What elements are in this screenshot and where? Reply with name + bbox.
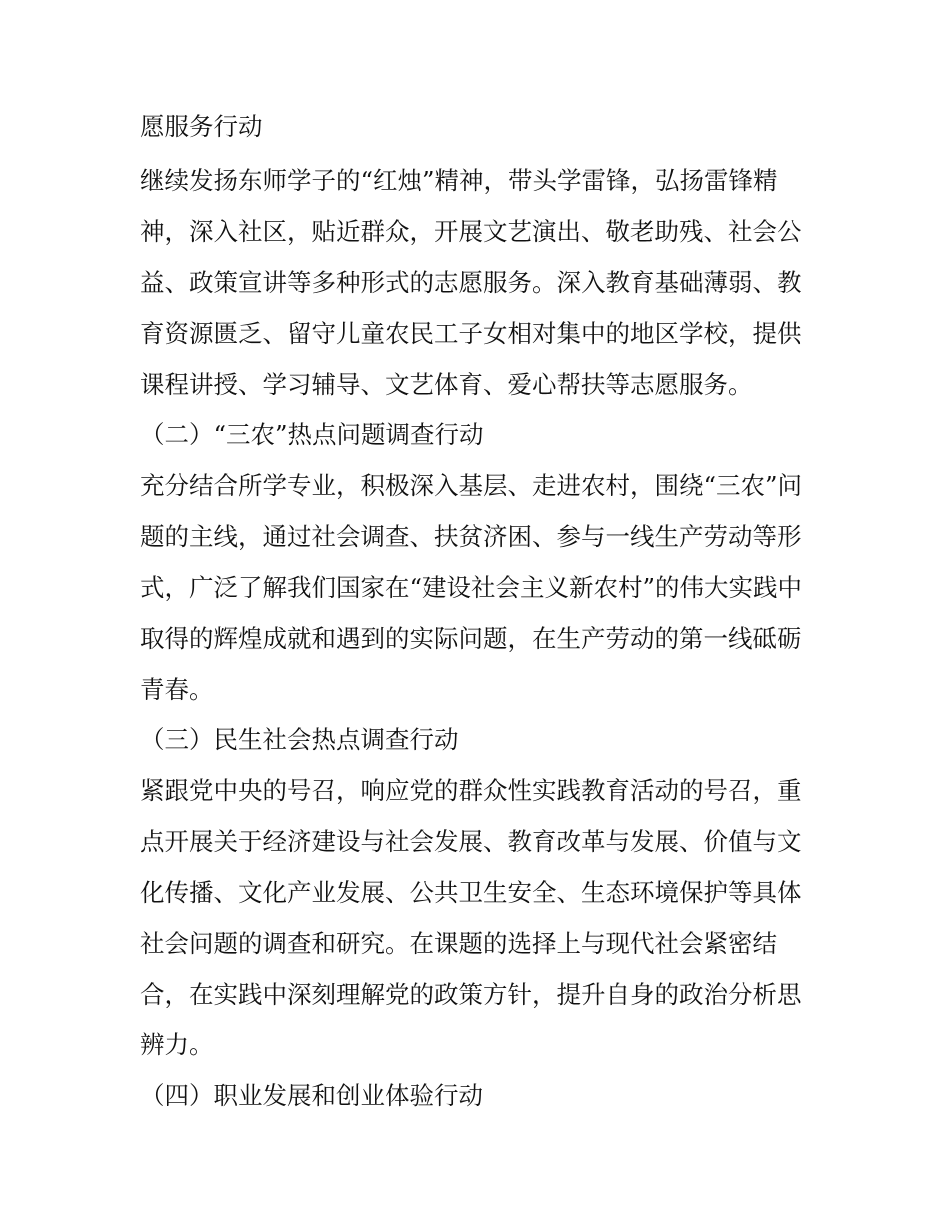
text-line: 社会问题的调查和研究。在课题的选择上与现代社会紧密结 bbox=[140, 929, 777, 958]
text-line: 课程讲授、学习辅导、文艺体育、爱心帮扶等志愿服务。 bbox=[140, 370, 753, 399]
text-line: 化传播、文化产业发展、公共卫生安全、生态环境保护等具体 bbox=[140, 878, 802, 907]
text-line: 充分结合所学专业，积极深入基层、走进农村，围绕“三农”问 bbox=[140, 471, 803, 500]
text-line: 神，深入社区，贴近群众，开展文艺演出、敬老助残、社会公 bbox=[140, 217, 802, 246]
text-line: 青春。 bbox=[140, 675, 214, 704]
text-line: 辨力。 bbox=[140, 1030, 214, 1059]
text-line: 育资源匮乏、留守儿童农民工子女相对集中的地区学校，提供 bbox=[140, 319, 802, 348]
text-line: 点开展关于经济建设与社会发展、教育改革与发展、价值与文 bbox=[140, 827, 802, 856]
text-line: 紧跟党中央的号召，响应党的群众性实践教育活动的号召，重 bbox=[140, 776, 802, 805]
text-line: 合，在实践中深刻理解党的政策方针，提升自身的政治分析思 bbox=[140, 980, 802, 1009]
text-line: 取得的辉煌成就和遇到的实际问题，在生产劳动的第一线砥砺 bbox=[140, 624, 802, 653]
section-heading: （四）职业发展和创业体验行动 bbox=[140, 1081, 483, 1110]
section-heading: （二）“三农”热点问题调查行动 bbox=[140, 420, 484, 449]
section-heading: （三）民生社会热点调查行动 bbox=[140, 725, 459, 754]
text-line: 题的主线，通过社会调查、扶贫济困、参与一线生产劳动等形 bbox=[140, 522, 802, 551]
text-line: 愿服务行动 bbox=[140, 112, 263, 141]
text-line: 益、政策宣讲等多种形式的志愿服务。深入教育基础薄弱、教 bbox=[140, 268, 802, 297]
text-line: 继续发扬东师学子的“红烛”精神，带头学雷锋，弘扬雷锋精 bbox=[140, 166, 778, 195]
text-line: 式，广泛了解我们国家在“建设社会主义新农村”的伟大实践中 bbox=[140, 573, 803, 602]
